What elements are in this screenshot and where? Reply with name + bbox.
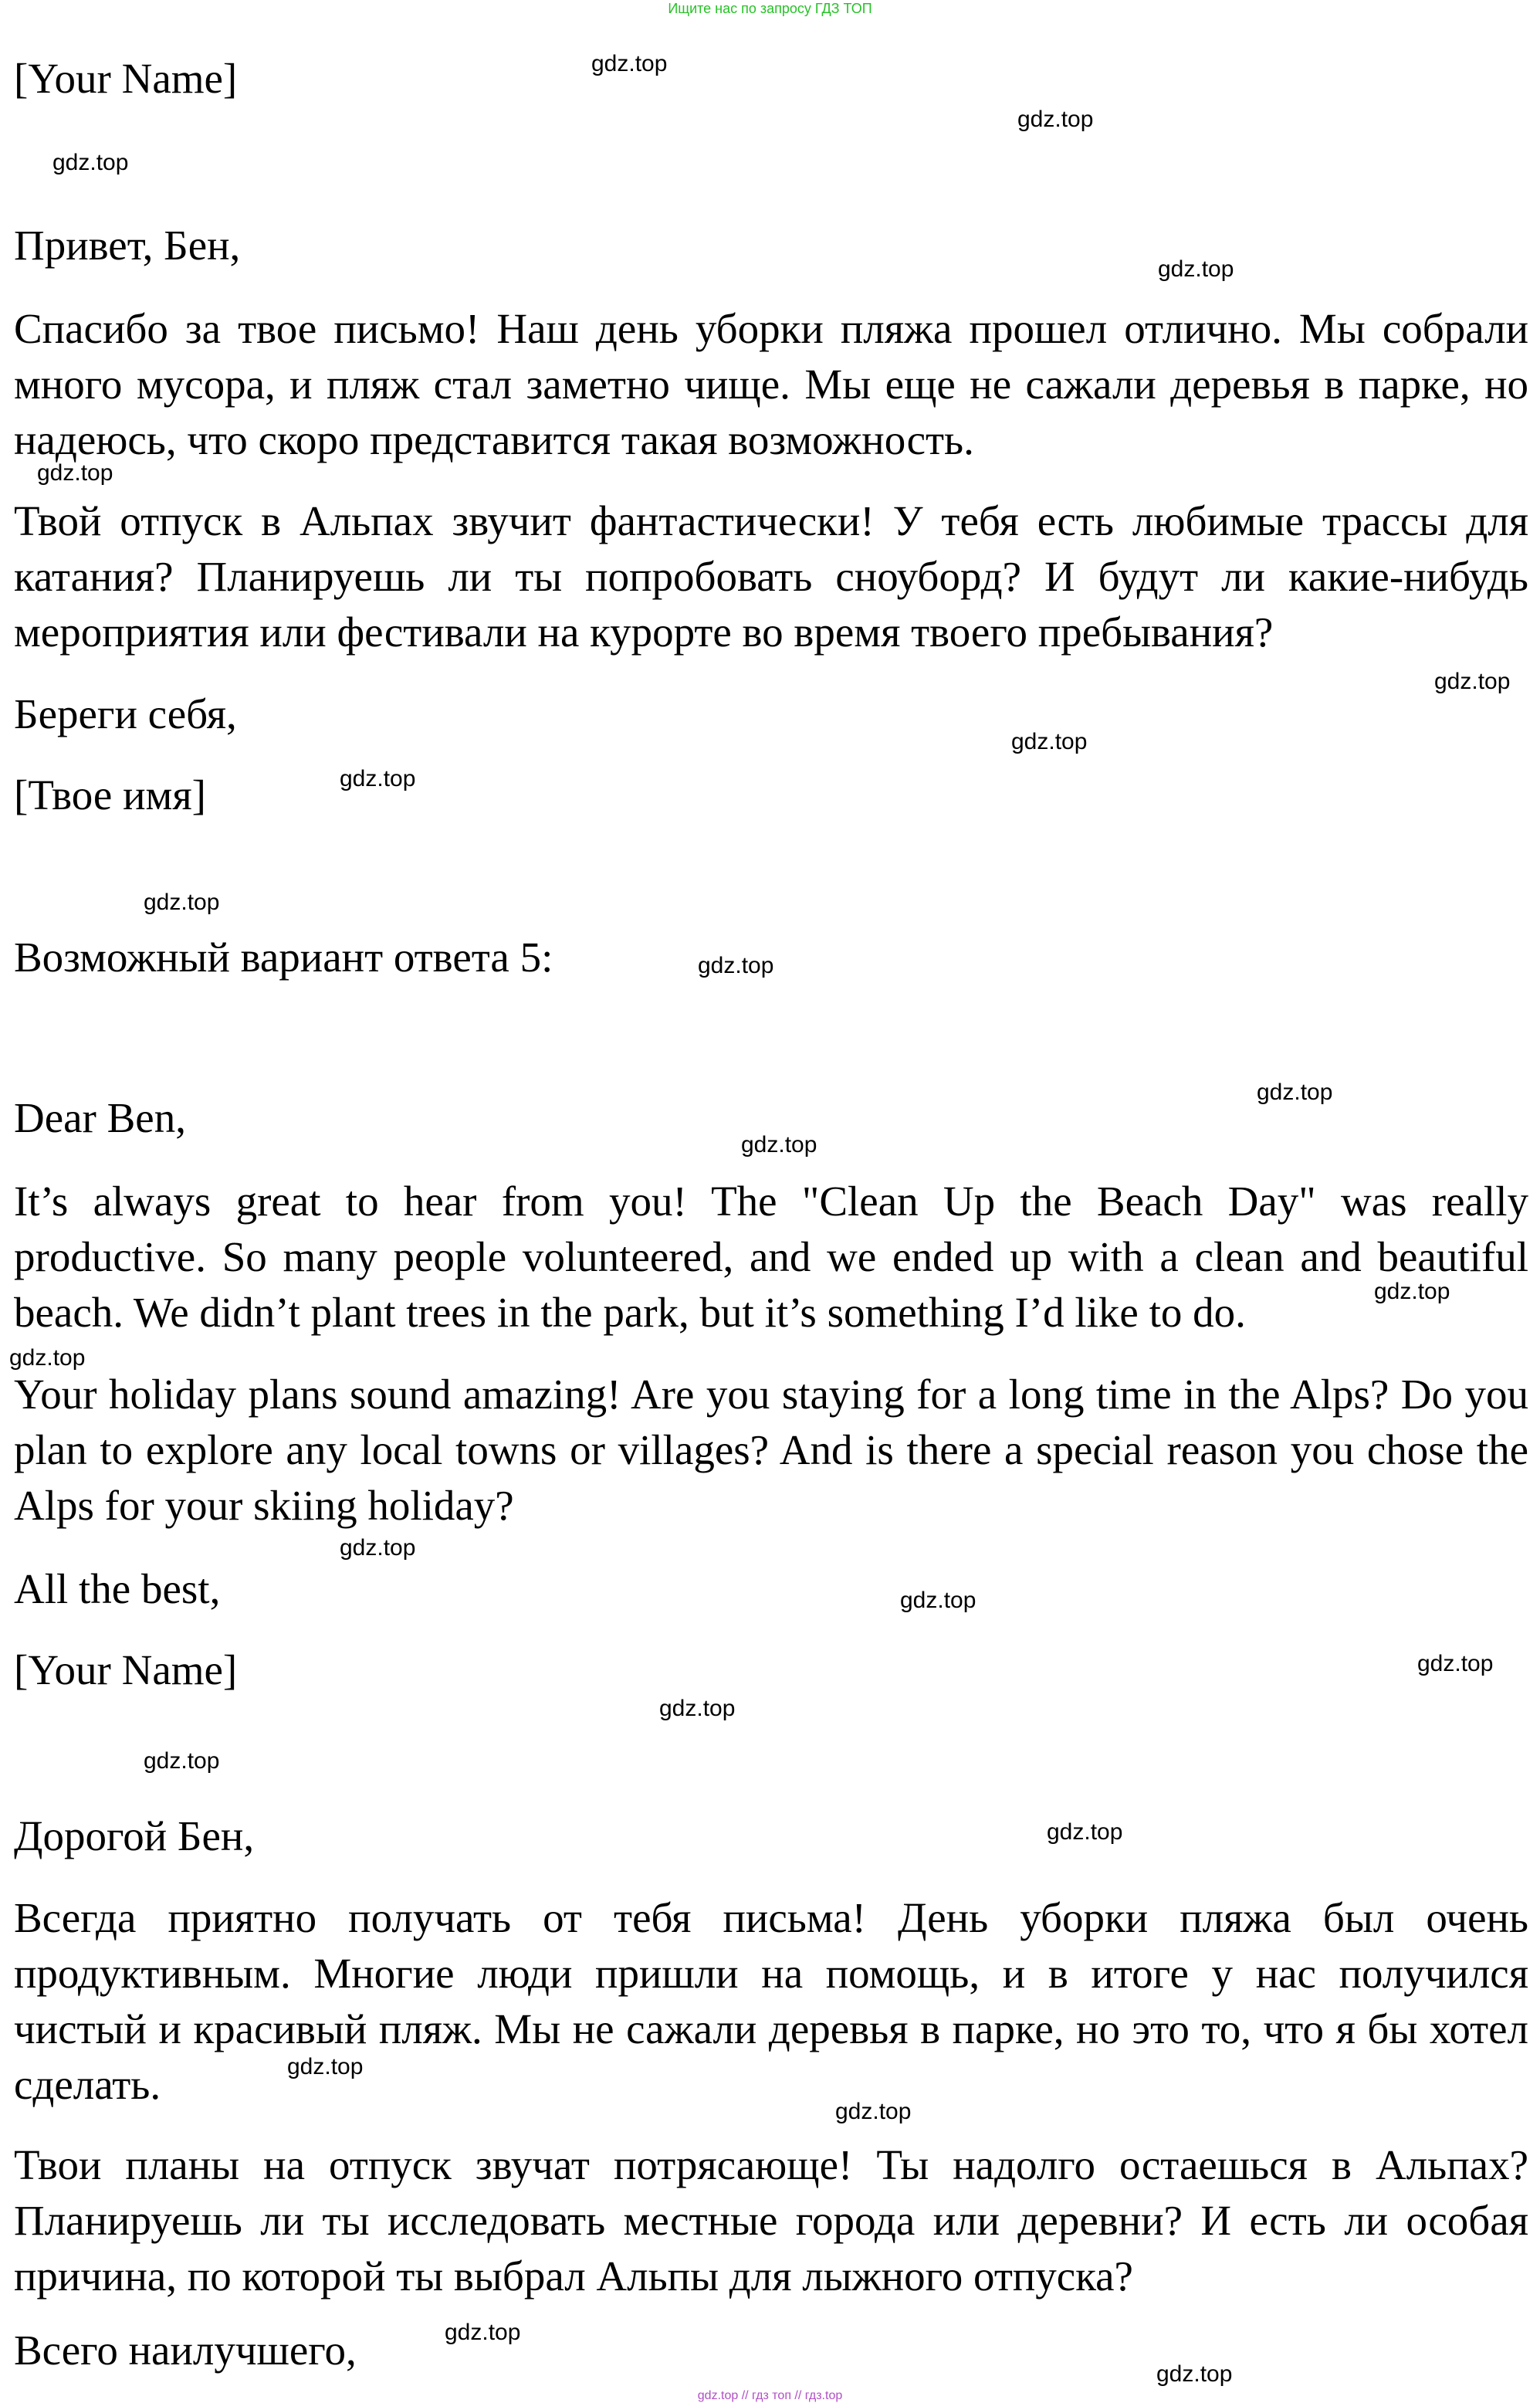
watermark: gdz.top: [698, 953, 774, 978]
variant-heading: Возможный вариант ответа 5:: [14, 934, 553, 981]
signature-en: [Your Name]: [14, 1646, 238, 1693]
watermark: gdz.top: [1417, 1651, 1494, 1676]
greeting-ru-2: Дорогой Бен,: [14, 1812, 255, 1859]
watermark: gdz.top: [52, 150, 129, 175]
closing-en: All the best,: [14, 1565, 221, 1612]
watermark: gdz.top: [1257, 1079, 1333, 1105]
paragraph-ru-1-b: Твой отпуск в Альпах звучит фантастически! У тебя есть любимые трассы для катания? Планируешь ли ты попробовать сноуборд? И будут ли какие-нибудь мероприятия или фестивали на курорте во время твоего пребывания?: [14, 497, 1528, 656]
watermark: gdz.top: [900, 1588, 976, 1613]
watermark: gdz.top: [741, 1132, 817, 1157]
watermark: gdz.top: [1156, 2361, 1233, 2387]
greeting-ru-1: Привет, Бен,: [14, 222, 241, 269]
paragraph-en-a: It’s always great to hear from you! The "Clean Up the Beach Day" was really productive. So many people volunteered, and we ended up with a clean and beautiful beach. We didn’t plant trees in the park, but it’s something I’d like to do.: [14, 1178, 1528, 1336]
watermark: gdz.top: [1374, 1279, 1450, 1304]
closing-ru-2: Всего наилучшего,: [14, 2327, 357, 2374]
bottom-banner: gdz.top // гдз топ // гдз.top: [697, 2389, 843, 2402]
greeting-en: Dear Ben,: [14, 1094, 186, 1141]
watermark: gdz.top: [340, 1535, 416, 1561]
watermark: gdz.top: [144, 890, 220, 915]
watermark: gdz.top: [835, 2099, 912, 2124]
watermark: gdz.top: [340, 766, 416, 791]
signature-ru-1: [Твое имя]: [14, 771, 206, 819]
watermark: gdz.top: [1011, 729, 1088, 754]
watermark: gdz.top: [37, 460, 113, 486]
watermark: gdz.top: [1017, 107, 1094, 132]
watermark: gdz.top: [659, 1696, 736, 1721]
top-banner: Ищите нас по запросу ГДЗ ТОП: [668, 1, 872, 16]
watermark: gdz.top: [287, 2054, 364, 2079]
watermark: gdz.top: [1158, 256, 1234, 282]
paragraph-ru-2-b: Твои планы на отпуск звучат потрясающе! Ты надолго остаешься в Альпах? Планируешь ли ты исследовать местные города или деревни? И есть ли особая причина, по которой ты выбрал Альпы для лыжного отпуска?: [14, 2141, 1528, 2300]
paragraph-en-b: Your holiday plans sound amazing! Are you staying for a long time in the Alps? Do you plan to explore any local towns or villages? And is there a special reason you chose the Alps for your skiing holiday?: [14, 1371, 1528, 1529]
watermark: gdz.top: [1434, 669, 1511, 694]
paragraph-ru-2-a: Всегда приятно получать от тебя письма! День уборки пляжа был очень продуктивным. Многие люди пришли на помощь, и в итоге у нас получился чистый и красивый пляж. Мы не сажали деревья в парке, но это то, что я бы хотел сделать.: [14, 1894, 1528, 2108]
watermark: gdz.top: [591, 51, 668, 76]
signature-top: [Your Name]: [14, 55, 238, 102]
watermark: gdz.top: [445, 2320, 521, 2345]
watermark: gdz.top: [9, 1345, 86, 1371]
paragraph-ru-1-a: Спасибо за твое письмо! Наш день уборки пляжа прошел отлично. Мы собрали много мусора, и пляж стал заметно чище. Мы еще не сажали деревья в парке, но надеюсь, что скоро представится такая возможность.: [14, 305, 1528, 463]
closing-ru-1: Береги себя,: [14, 690, 237, 737]
watermark: gdz.top: [144, 1748, 220, 1774]
watermark: gdz.top: [1047, 1819, 1123, 1845]
